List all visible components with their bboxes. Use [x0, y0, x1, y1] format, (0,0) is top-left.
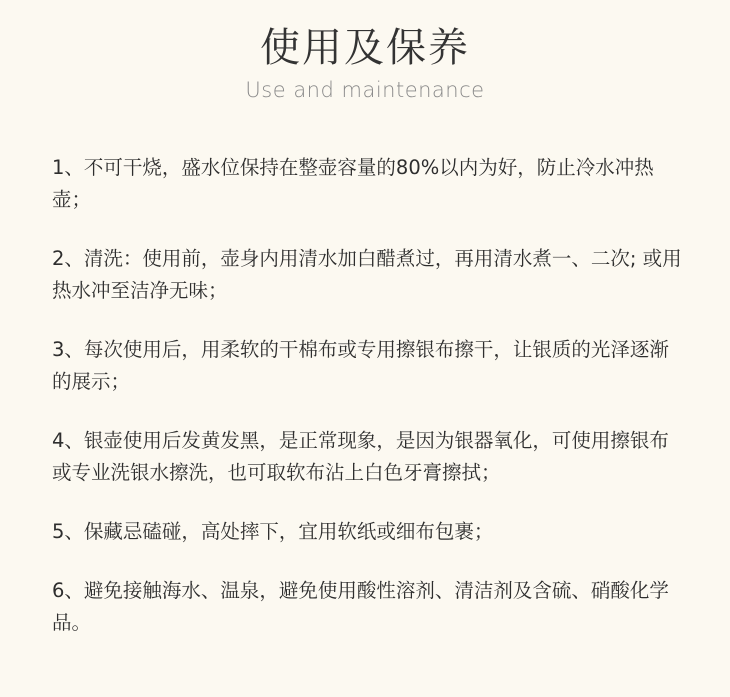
maintenance-item-6: 6、避免接触海水、温泉，避免使用酸性溶剂、清洁剂及含硫、硝酸化学品。	[52, 579, 669, 634]
maintenance-item-3: 3、每次使用后，用柔软的干棉布或专用擦银布擦干，让银质的光泽逐渐的展示；	[52, 338, 669, 393]
maintenance-list	[52, 152, 682, 666]
maintenance-item-5: 5、保藏忌磕碰，高处摔下，宜用软纸或细布包裹；	[52, 520, 494, 543]
maintenance-item-4: 4、银壶使用后发黄发黑，是正常现象，是因为银器氧化，可使用擦银布或专业洗银水擦洗，也可取软布沾上白色牙膏擦拭；	[52, 429, 669, 484]
page-header	[0, 20, 730, 103]
page-title: 使用及保养	[260, 25, 470, 71]
maintenance-item-1: 1、不可干烧，盛水位保持在整壶容量的80%以内为好，防止冷水冲热壶；	[52, 156, 654, 211]
maintenance-item-2: 2、清洗：使用前，壶身内用清水加白醋煮过，再用清水煮一、二次; 或用热水冲至洁净无味；	[52, 247, 682, 302]
page-subtitle: Use and maintenance	[245, 78, 485, 102]
